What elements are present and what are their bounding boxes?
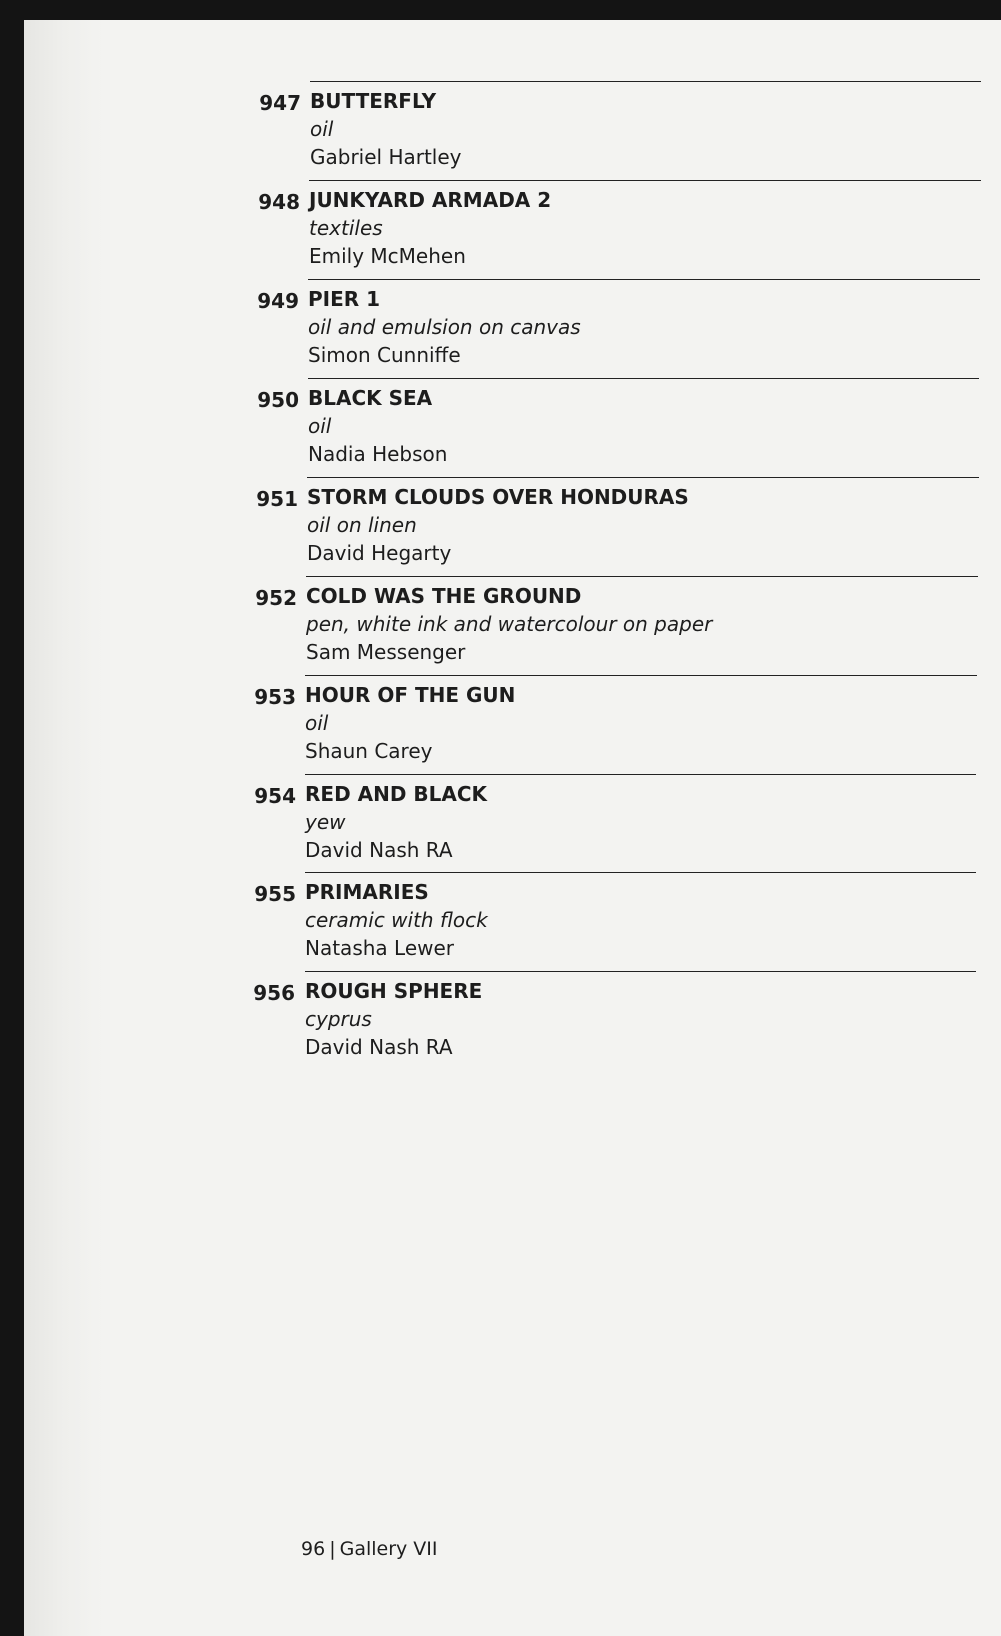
entry-artist: Gabriel Hartley (310, 145, 462, 169)
entry-medium: cyprus (305, 1007, 372, 1031)
entry-medium: oil (305, 711, 329, 735)
catalogue-page (24, 20, 1001, 1636)
entry-title: RED AND BLACK (305, 782, 488, 806)
entry-artist: Natasha Lewer (305, 936, 455, 960)
entry-divider (305, 872, 976, 873)
entry-divider (306, 576, 978, 577)
page-number: 96 (301, 1538, 326, 1560)
entry-divider (305, 971, 976, 972)
entry-medium: oil and emulsion on canvas (308, 315, 581, 339)
entry-artist: David Nash RA (305, 1035, 453, 1059)
entry-number: 955 (254, 882, 296, 906)
entry-medium: oil on linen (307, 513, 417, 537)
entry-medium: oil (310, 117, 334, 141)
entry-number: 951 (256, 487, 298, 511)
entry-title: PRIMARIES (305, 880, 429, 904)
entry-divider (305, 774, 976, 775)
entry-number: 947 (259, 91, 301, 115)
entry-divider (309, 180, 981, 181)
entry-number: 954 (254, 784, 296, 808)
entry-artist: Emily McMehen (309, 244, 466, 268)
entry-divider (308, 378, 979, 379)
entry-artist: Sam Messenger (306, 640, 466, 664)
entry-title: HOUR OF THE GUN (305, 683, 516, 707)
entry-number: 950 (257, 388, 299, 412)
entry-number: 952 (255, 586, 297, 610)
entry-title: BUTTERFLY (310, 89, 437, 113)
entry-medium: textiles (309, 216, 383, 240)
entry-divider (308, 279, 980, 280)
entry-title: COLD WAS THE GROUND (306, 584, 582, 608)
entry-title: ROUGH SPHERE (305, 979, 483, 1003)
entry-title: STORM CLOUDS OVER HONDURAS (307, 485, 689, 509)
entry-artist: David Nash RA (305, 838, 453, 862)
entry-medium: ceramic with flock (305, 908, 488, 932)
entry-medium: oil (308, 414, 332, 438)
entry-number: 953 (254, 685, 296, 709)
gallery-name: Gallery VII (339, 1538, 438, 1560)
page-footer (301, 1538, 438, 1560)
entry-divider (305, 675, 977, 676)
entry-title: PIER 1 (308, 287, 381, 311)
entry-title: BLACK SEA (308, 386, 433, 410)
entry-artist: David Hegarty (307, 541, 452, 565)
entry-number: 956 (253, 981, 295, 1005)
entry-number: 949 (257, 289, 299, 313)
entry-artist: Simon Cunniffe (308, 343, 461, 367)
entry-artist: Nadia Hebson (308, 442, 448, 466)
entry-number: 948 (258, 190, 300, 214)
entry-artist: Shaun Carey (305, 739, 433, 763)
entry-divider (310, 81, 981, 82)
page-edge-shadow (24, 20, 104, 1636)
entry-title: JUNKYARD ARMADA 2 (309, 188, 552, 212)
entry-medium: yew (305, 810, 346, 834)
entry-divider (307, 477, 979, 478)
entry-medium: pen, white ink and watercolour on paper (306, 612, 713, 636)
footer-separator: | (329, 1538, 336, 1560)
